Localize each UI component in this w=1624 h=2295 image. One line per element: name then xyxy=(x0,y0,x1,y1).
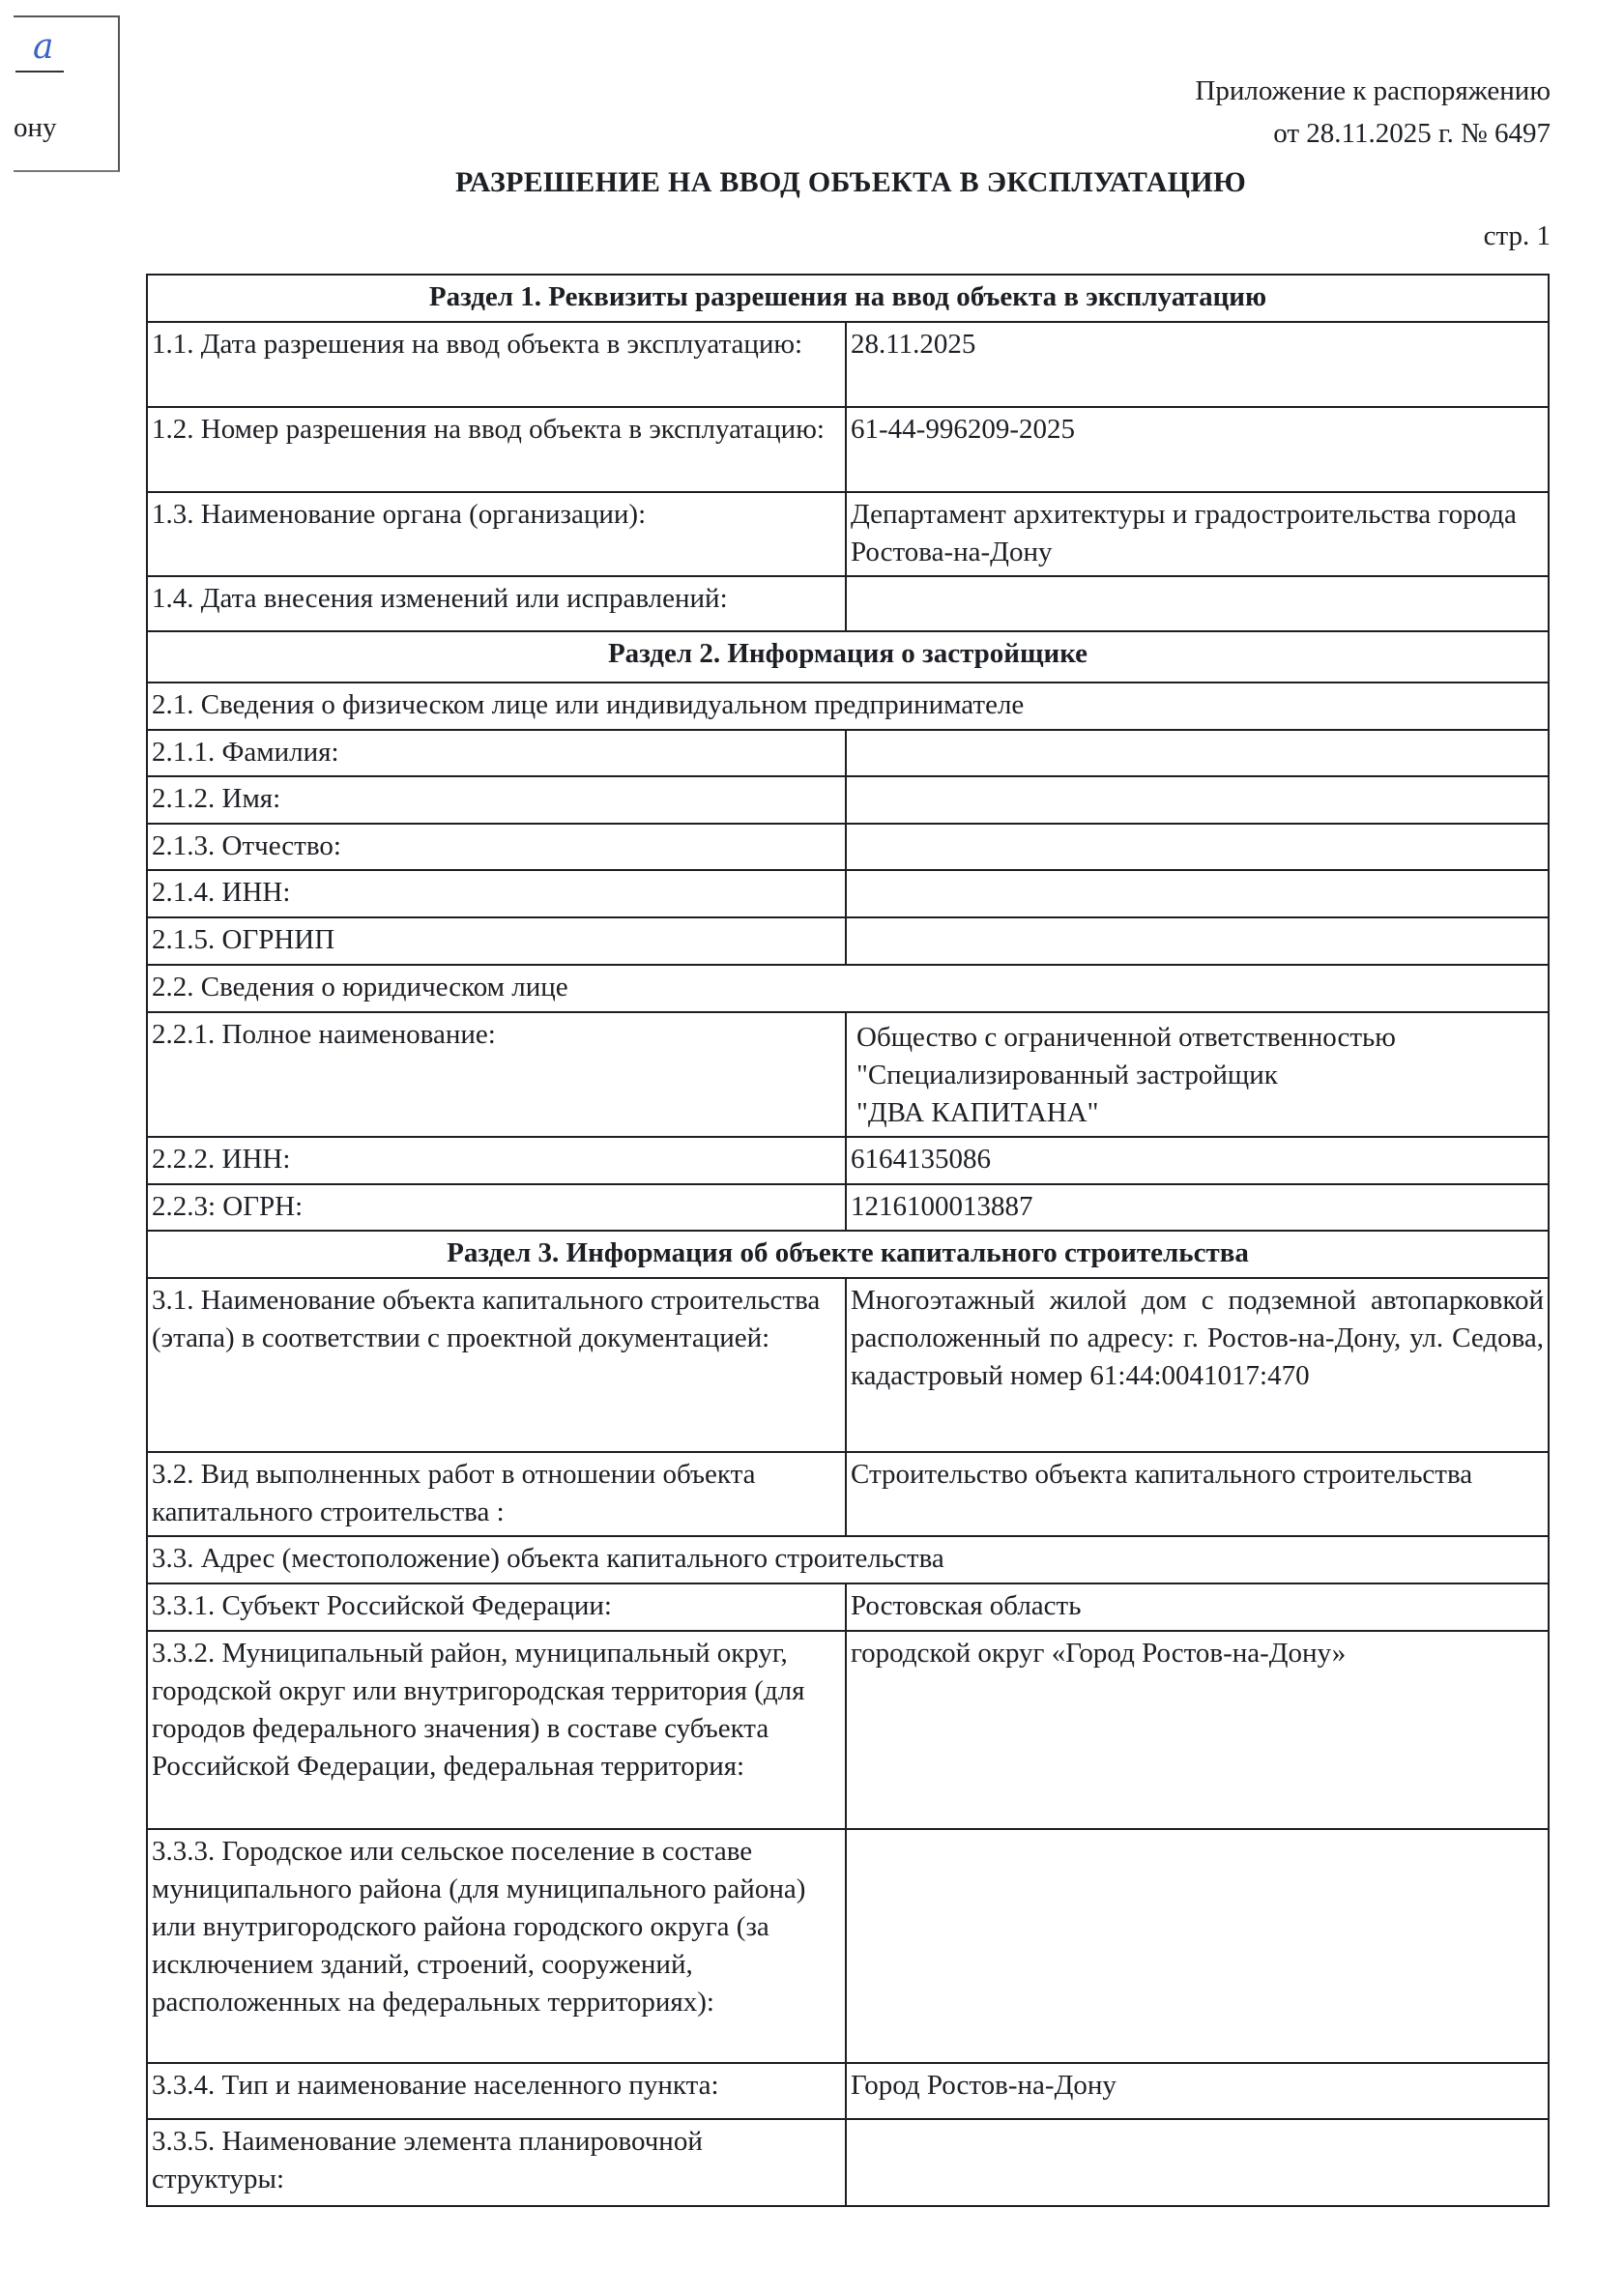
section-title: Раздел 1. Реквизиты разрешения на ввод объекта в эксплуатацию xyxy=(147,275,1549,322)
field-value xyxy=(846,824,1549,870)
field-value: 28.11.2025 xyxy=(846,322,1549,407)
table-row xyxy=(147,1184,1549,1231)
registration-stamp xyxy=(14,15,120,172)
subsection-row xyxy=(147,683,1549,730)
field-value: Строительство объекта капитального строительства xyxy=(846,1452,1549,1536)
stamp-divider xyxy=(15,71,64,73)
annex-line-2: от 28.11.2025 г. № 6497 xyxy=(1273,118,1551,149)
table-row xyxy=(147,576,1549,631)
table-row xyxy=(147,776,1549,824)
annex-line-1: Приложение к распоряжению xyxy=(1195,75,1551,106)
subsection-row xyxy=(147,1536,1549,1583)
table-row xyxy=(147,1452,1549,1536)
field-value: 1216100013887 xyxy=(846,1184,1549,1231)
field-value xyxy=(846,576,1549,631)
table-row xyxy=(147,730,1549,776)
field-value xyxy=(846,1829,1549,2063)
table-row xyxy=(147,1278,1549,1452)
stamp-text: ону xyxy=(14,112,57,143)
field-value xyxy=(846,776,1549,824)
table-row xyxy=(147,407,1549,492)
company-name-line-3: "ДВА КАПИТАНА" xyxy=(856,1097,1099,1128)
field-label: 2.2.3: ОГРН: xyxy=(147,1184,846,1231)
subsection-title: 2.1. Сведения о физическом лице или индивидуальном предпринимателе xyxy=(147,683,1549,730)
field-value: 61-44-996209-2025 xyxy=(846,407,1549,492)
field-label: 3.3.3. Городское или сельское поселение в составе муниципального района (для муниципального района) или внутригородского района городского округа (за исключением зданий, строений, сооружений, расположенных на федеральных территориях): xyxy=(147,1829,846,2063)
field-label: 2.1.4. ИНН: xyxy=(147,870,846,917)
table-row xyxy=(147,1631,1549,1829)
annex-note xyxy=(1195,70,1551,155)
field-value: Ростовская область xyxy=(846,1583,1549,1631)
field-value xyxy=(846,917,1549,965)
field-label: 2.2.1. Полное наименование: xyxy=(147,1012,846,1137)
table-row xyxy=(147,1137,1549,1184)
table-row xyxy=(147,870,1549,917)
field-label: 2.1.2. Имя: xyxy=(147,776,846,824)
field-label: 3.1. Наименование объекта капитального строительства (этапа) в соответствии с проектной документацией: xyxy=(147,1278,846,1452)
document-title: РАЗРЕШЕНИЕ НА ВВОД ОБЪЕКТА В ЭКСПЛУАТАЦИЮ xyxy=(454,166,1247,198)
table-row xyxy=(147,492,1549,576)
company-name-line-1: Общество с ограниченной ответственностью xyxy=(856,1022,1396,1053)
field-value: Многоэтажный жилой дом с подземной автопарковкой расположенный по адресу: г. Ростов-на-Дону, ул. Седова, кадастровый номер 61:44:0041017:470 xyxy=(846,1278,1549,1452)
field-label: 1.3. Наименование органа (организации): xyxy=(147,492,846,576)
permit-form-table xyxy=(146,274,1550,2207)
subsection-title: 2.2. Сведения о юридическом лице xyxy=(147,965,1549,1012)
field-label: 2.1.3. Отчество: xyxy=(147,824,846,870)
table-row xyxy=(147,824,1549,870)
table-row xyxy=(147,2063,1549,2119)
field-value xyxy=(846,870,1549,917)
table-row xyxy=(147,1829,1549,2063)
field-value xyxy=(846,1012,1549,1137)
section-3-header xyxy=(147,1231,1549,1278)
section-title: Раздел 2. Информация о застройщике xyxy=(147,631,1549,683)
field-value: Город Ростов-на-Дону xyxy=(846,2063,1549,2119)
field-label: 2.1.1. Фамилия: xyxy=(147,730,846,776)
field-label: 2.2.2. ИНН: xyxy=(147,1137,846,1184)
table-row xyxy=(147,1583,1549,1631)
company-name-line-2: "Специализированный застройщик xyxy=(856,1060,1278,1090)
field-label: 3.3.5. Наименование элемента планировочной структуры: xyxy=(147,2119,846,2206)
table-row xyxy=(147,917,1549,965)
subsection-title: 3.3. Адрес (местоположение) объекта капитального строительства xyxy=(147,1536,1549,1583)
handwritten-signature: a xyxy=(33,27,54,67)
field-label: 1.1. Дата разрешения на ввод объекта в эксплуатацию: xyxy=(147,322,846,407)
section-2-header xyxy=(147,631,1549,683)
subsection-row xyxy=(147,965,1549,1012)
field-value: Департамент архитектуры и градостроительства города Ростова-на-Дону xyxy=(846,492,1549,576)
field-value xyxy=(846,2119,1549,2206)
field-label: 3.3.2. Муниципальный район, муниципальный округ, городской округ или внутригородская территория (для городов федерального значения) в составе субъекта Российской Федерации, федеральная территория: xyxy=(147,1631,846,1829)
section-title: Раздел 3. Информация об объекте капитального строительства xyxy=(147,1231,1549,1278)
section-1-header xyxy=(147,275,1549,322)
field-value: городской округ «Город Ростов-на-Дону» xyxy=(846,1631,1549,1829)
field-label: 3.2. Вид выполненных работ в отношении объекта капитального строительства : xyxy=(147,1452,846,1536)
field-value xyxy=(846,730,1549,776)
field-label: 1.2. Номер разрешения на ввод объекта в эксплуатацию: xyxy=(147,407,846,492)
table-row xyxy=(147,1012,1549,1137)
field-label: 2.1.5. ОГРНИП xyxy=(147,917,846,965)
page-number: стр. 1 xyxy=(1483,220,1551,251)
table-row xyxy=(147,2119,1549,2206)
table-row xyxy=(147,322,1549,407)
field-label: 1.4. Дата внесения изменений или исправлений: xyxy=(147,576,846,631)
field-label: 3.3.4. Тип и наименование населенного пункта: xyxy=(147,2063,846,2119)
field-value: 6164135086 xyxy=(846,1137,1549,1184)
field-label: 3.3.1. Субъект Российской Федерации: xyxy=(147,1583,846,1631)
